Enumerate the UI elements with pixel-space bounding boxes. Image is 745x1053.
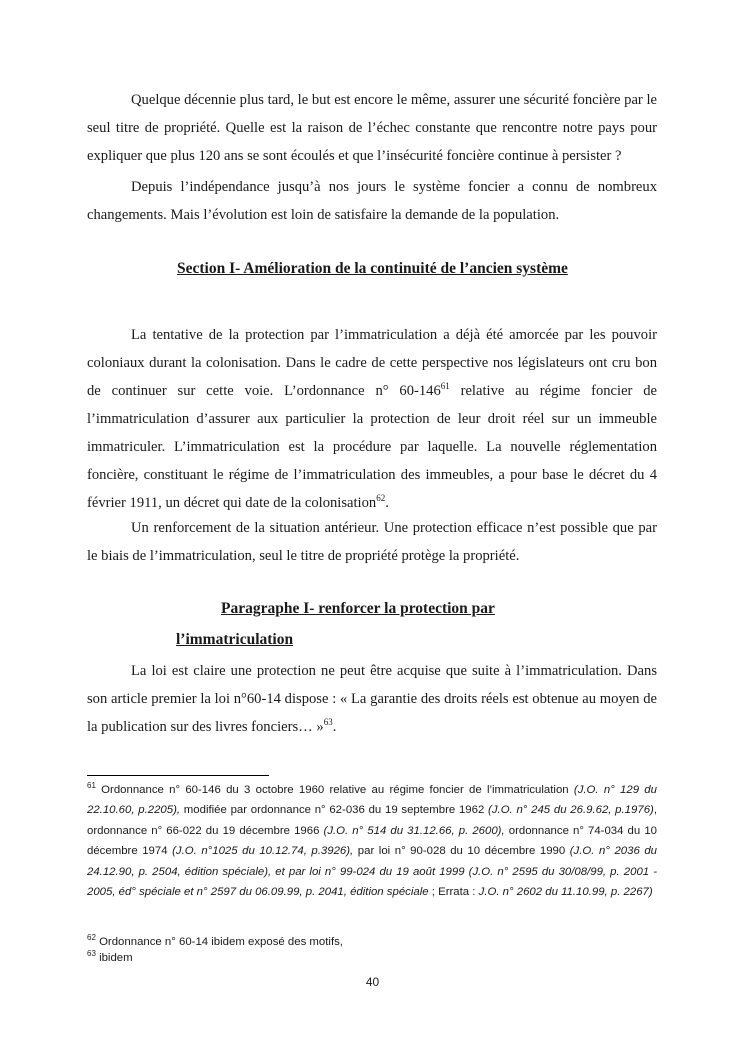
paragraph-2: Depuis l’indépendance jusqu’à nos jours le système foncier a connu de nombreux changements. Mais l’évolution est loin de satisfaire la demande de la population.	[87, 179, 657, 223]
paragraph-4: Un renforcement de la situation antérieur. Une protection efficace n’est possible que par le biais de l’immatriculation, seul le titre de propriété protège la propriété.	[87, 520, 657, 564]
section-heading: Section I- Amélioration de la continuité de l’ancien système	[177, 260, 568, 277]
footnote-ref-61: 61	[440, 381, 450, 392]
footnote-ref-62: 62	[376, 493, 386, 504]
paragraph-3: La tentative de la protection par l’immatriculation a déjà été amorcée par les pouvoir coloniaux durant la colonisation. Dans le cadre de cette perspective nos législateurs ont cru bon de continuer sur cette voie. L’ordonnance n° $60-146^{61}$ relative au régime foncier de l’immatriculation d’assurer aux particulier la protection de leur droit réel sur un immeuble immatriculer. L’immatriculation est la procédure par laquelle. La nouvelle réglementation foncière, constituant le régime de l’immatriculation des immeubles, a pour base le décret du 4 février 1911, un décret qui date de la colonisation$^{62}$.	[87, 327, 658, 511]
footnote-61: $^{61}$ Ordonnance n° 60-146 du 3 octobre 1960 relative au régime foncier de l’immatriculation (J.O. n° 129 du 22.10.60, p.2205), modifiée par ordonnance n° 62-036 du 19 septembre 1962 (J.O. n° 245 du 26.9.62, p.1976), ordonnance n° 66-022 du 19 décembre 1966 (J.O. n° 514 du 31.12.66, p. 2600), ordonnance n° 74-034 du 10 décembre 1974 (J.O. n°1025 du 10.12.74, p.3926), par loi n° 90-028 du 10 décembre 1990 (J.O. n° 2036 du 24.12.90, p. 2504, édition spéciale), et par loi n° 99-024 du 19 août 1999 (J.O. n° 2595 du 30/08/99, p. 2001 - 2005, éd° spéciale et n° 2597 du 06.09.99, p. 2041, édition spéciale ; Errata : J.O. n° 2602 du 11.10.99, p. 2267)	[87, 781, 658, 899]
footnote-63: $^{63}$ ibidem	[87, 949, 133, 964]
paragraph-heading-line2: l’immatriculation	[176, 631, 294, 648]
footnote-separator	[87, 775, 269, 776]
footnote-62: $^{62}$ Ordonnance n° 60-14 ibidem exposé des motifs,	[87, 933, 343, 948]
page-number: 40	[365, 975, 380, 989]
paragraph-heading-line1: Paragraphe I- renforcer la protection par	[221, 600, 495, 617]
paragraph-1: Quelque décennie plus tard, le but est encore le même, assurer une sécurité foncière par le seul titre de propriété. Quelle est la raison de l’échec constante que rencontre notre pays pour expliquer que plus 120 ans se sont écoulés et que l’insécurité foncière continue à persister ?	[87, 92, 657, 164]
paragraph-5: La loi est claire une protection ne peut être acquise que suite à l’immatriculation. Dans son article premier la loi n°60-14 dispose : « La garantie des droits réels est obtenue au moyen de la publication sur des livres fonciers… »$^{63}$.	[87, 663, 657, 735]
footnote-ref-63: 63	[323, 717, 333, 728]
